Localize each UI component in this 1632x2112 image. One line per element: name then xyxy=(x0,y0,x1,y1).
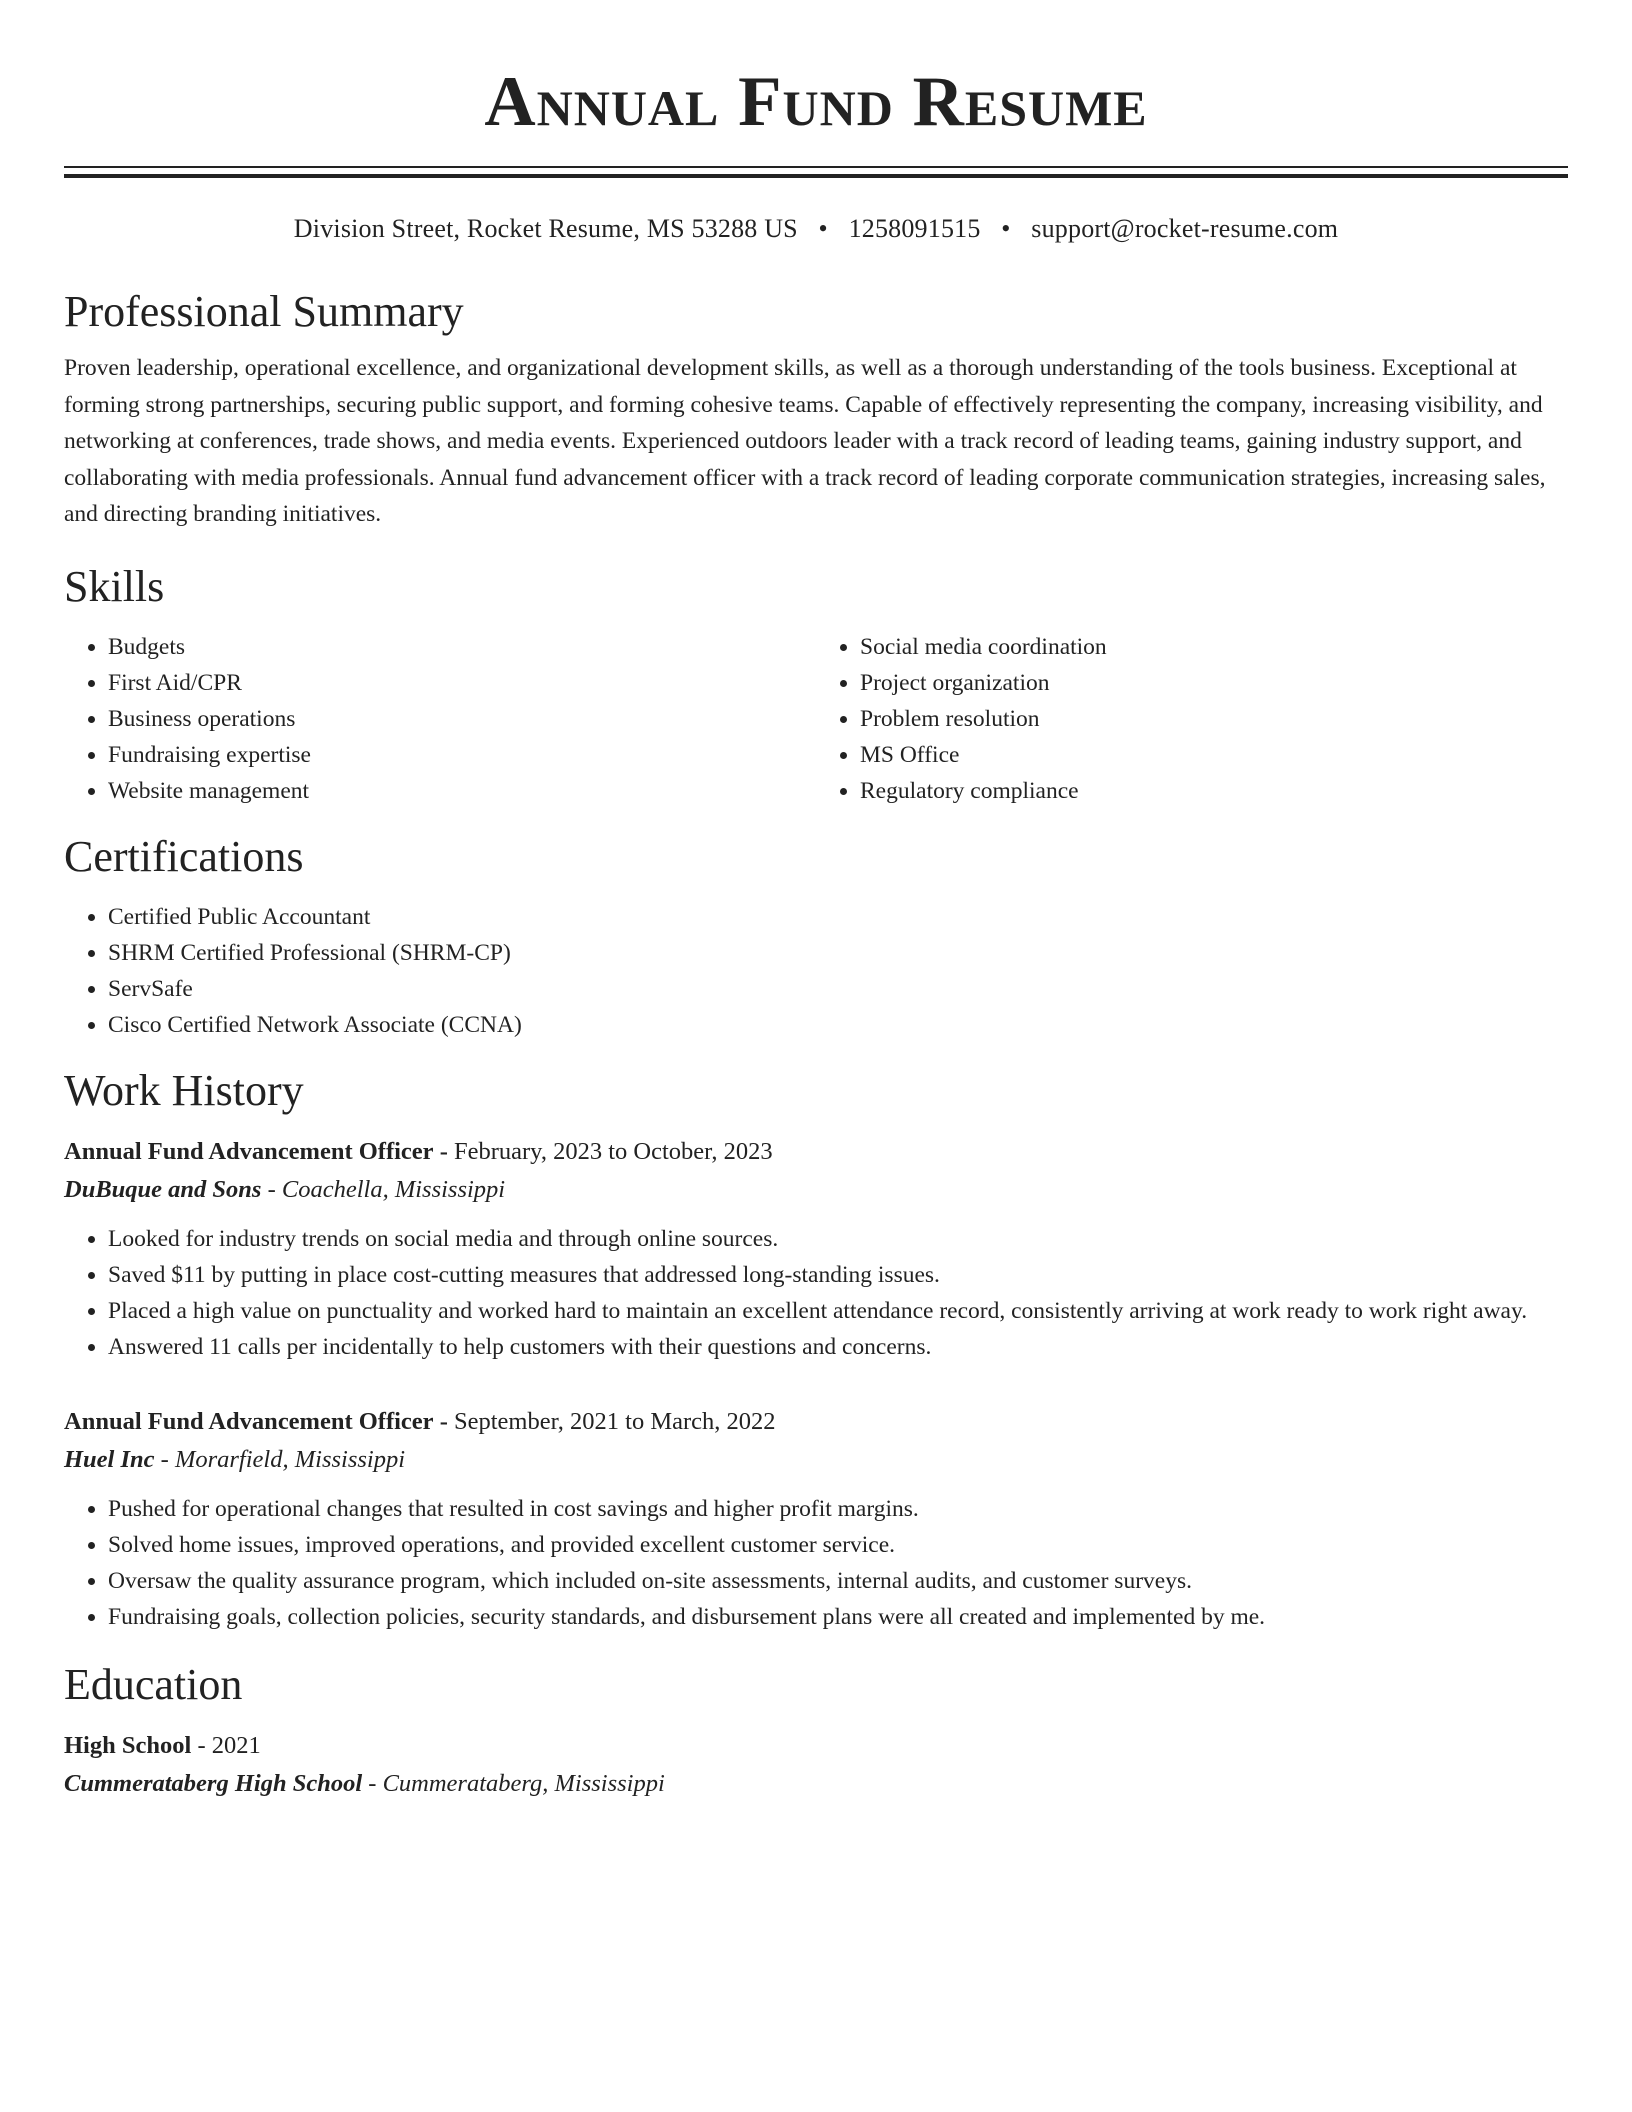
education-dash: - xyxy=(197,1731,206,1759)
education-location: Cummerataberg, Mississippi xyxy=(382,1769,665,1797)
job-bullet: • Answered 11 calls per incidentally to help customers with their questions and concerns. xyxy=(108,1329,1568,1365)
job-title-line xyxy=(64,1133,1568,1171)
skill-item: • Website management xyxy=(108,773,816,809)
job-title-line xyxy=(64,1403,1568,1441)
work-history-heading: Work History xyxy=(64,1065,304,1115)
contact-line xyxy=(64,212,1568,246)
skill-item: • First Aid/CPR xyxy=(108,665,816,701)
job-dash: - xyxy=(439,1137,448,1165)
contact-separator: • xyxy=(1001,214,1011,243)
contact-email: support@rocket-resume.com xyxy=(1031,214,1339,243)
job-entry xyxy=(64,1403,1568,1635)
education-year: 2021 xyxy=(211,1731,261,1759)
job-location: Coachella, Mississippi xyxy=(281,1175,506,1203)
job-bullet: • Placed a high value on punctuality and worked hard to maintain an excellent attendance record, consistently arriving at work ready to work right away. xyxy=(108,1293,1568,1329)
certification-item: • Cisco Certified Network Associate (CCNA) xyxy=(108,1007,1568,1043)
skill-item: • MS Office xyxy=(860,737,1568,773)
certification-item: • Certified Public Accountant xyxy=(108,899,1568,935)
education-entry xyxy=(64,1727,1568,1803)
skill-item: • Budgets xyxy=(108,629,816,665)
skills-heading: Skills xyxy=(64,561,165,611)
job-bullet: • Fundraising goals, collection policies, security standards, and disbursement plans were all created and implemented by me. xyxy=(108,1599,1568,1635)
job-location: Morarfield, Mississippi xyxy=(174,1445,405,1473)
job-bullet: • Saved $11 by putting in place cost-cutting measures that addressed long-standing issues. xyxy=(108,1257,1568,1293)
title-rule-thick xyxy=(64,174,1568,178)
job-bullet: • Looked for industry trends on social media and through online sources. xyxy=(108,1221,1568,1257)
job-dates: February, 2023 to October, 2023 xyxy=(453,1137,773,1165)
job-bullet: • Solved home issues, improved operations, and provided excellent customer service. xyxy=(108,1527,1568,1563)
job-dash: - xyxy=(267,1175,276,1203)
certifications-heading: Certifications xyxy=(64,831,304,881)
certification-item: • SHRM Certified Professional (SHRM-CP) xyxy=(108,935,1568,971)
contact-phone: 1258091515 xyxy=(848,214,981,243)
summary-text: Proven leadership, operational excellence, and organizational development skills, as well as a thorough understanding of the tools business. Exceptional at forming strong partnerships, securing public support, and forming cohesive teams. Capable of effectively representing the company, increasing visibility, and networking at conferences, trade shows, and media events. Experienced outdoors leader with a track record of leading teams, gaining industry support, and collaborating with media professionals. Annual fund advancement officer with a track record of leading corporate communication strategies, increasing sales, and directing branding initiatives. xyxy=(64,355,1546,527)
education-degree: High School xyxy=(64,1731,192,1759)
summary-heading: Professional Summary xyxy=(64,287,464,336)
skill-item: • Problem resolution xyxy=(860,701,1568,737)
skills-columns xyxy=(64,629,1568,809)
education-degree-line xyxy=(64,1727,1568,1765)
job-company-line xyxy=(64,1171,1568,1209)
job-company: DuBuque and Sons xyxy=(64,1175,262,1203)
skills-right-list xyxy=(816,629,1568,809)
job-entry xyxy=(64,1133,1568,1365)
job-dates: September, 2021 to March, 2022 xyxy=(453,1407,776,1435)
job-bullets xyxy=(64,1491,1568,1635)
job-title: Annual Fund Advancement Officer xyxy=(64,1137,434,1165)
certification-item: • ServSafe xyxy=(108,971,1568,1007)
job-dash: - xyxy=(439,1407,448,1435)
education-heading: Education xyxy=(64,1659,243,1709)
skill-item: • Project organization xyxy=(860,665,1568,701)
skill-item: • Regulatory compliance xyxy=(860,773,1568,809)
contact-address: Division Street, Rocket Resume, MS 53288 US xyxy=(293,214,798,243)
education-school-line xyxy=(64,1765,1568,1803)
education-dash: - xyxy=(368,1769,377,1797)
skill-item: • Fundraising expertise xyxy=(108,737,816,773)
job-bullets xyxy=(64,1221,1568,1365)
job-title: Annual Fund Advancement Officer xyxy=(64,1407,434,1435)
title-rule-thin xyxy=(64,166,1568,168)
resume-title: Annual Fund Resume xyxy=(484,63,1148,141)
job-company: Huel Inc xyxy=(64,1445,155,1473)
education-school: Cummerataberg High School xyxy=(64,1769,363,1797)
job-bullet: • Pushed for operational changes that resulted in cost savings and higher profit margins. xyxy=(108,1491,1568,1527)
certifications-list xyxy=(64,899,1568,1043)
contact-separator: • xyxy=(818,214,828,243)
skill-item: • Business operations xyxy=(108,701,816,737)
job-dash: - xyxy=(160,1445,169,1473)
skills-left-list xyxy=(64,629,816,809)
job-company-line xyxy=(64,1441,1568,1479)
skill-item: • Social media coordination xyxy=(860,629,1568,665)
job-bullet: • Oversaw the quality assurance program, which included on-site assessments, internal audits, and customer surveys. xyxy=(108,1563,1568,1599)
